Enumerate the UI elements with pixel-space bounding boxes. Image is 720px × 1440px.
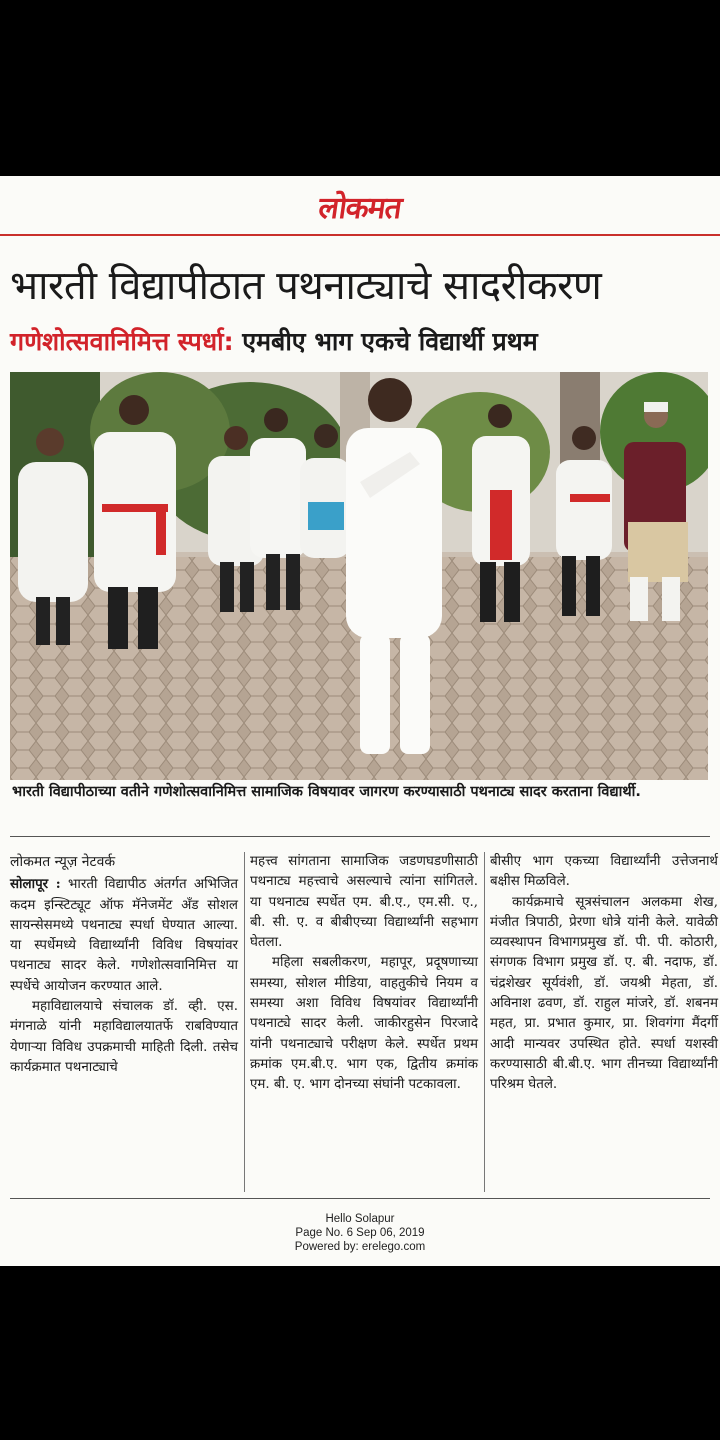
- subhead-lead: गणेशोत्सवानिमित्त स्पर्धा:: [10, 327, 234, 356]
- masthead-rule: [0, 234, 720, 236]
- edition-name: Hello Solapur: [325, 1213, 395, 1225]
- caption-divider: [10, 836, 710, 837]
- page-and-date: Page No. 6 Sep 06, 2019: [295, 1227, 425, 1239]
- article-headline: भारती विद्यापीठात पथनाट्याचे सादरीकरण: [10, 263, 602, 309]
- newspaper-logo: लोकमत: [316, 191, 404, 226]
- column-3-paragraph-2: कार्यक्रमाचे सूत्रसंचालन अलकमा शेख, मंजीत त्रिपाठी, प्रेरणा धोत्रे यांनी केले. यावेळी व्यवस्थापन विभागप्रमुख डॉ. पी. पी. कोठारी, संगणक विभाग प्रमुख डॉ. ए. बी. नदाफ, डॉ. चंद्रशेखर सूर्यवंशी, डॉ. जयश्री मेहता, डॉ. अविनाश ढवण, डॉ. राहुल मांजरे, डॉ. शबनम महत, प्रा. प्रभात कुमार, प्रा. शिवगंगा मैंदर्गी आदी मान्यवर उपस्थित होते. स्पर्धा यशस्वी करण्यासाठी बी.बी.ए. भाग तीनच्या विद्यार्थ्यांनी परिश्रम घेतले.: [490, 894, 718, 1093]
- column-2-paragraph-2: महिला सबलीकरण, महापूर, प्रदूषणाच्या समस्या, सोशल मीडिया, वाहतुकीचे नियम व समस्या अशा विविध विषयांवर विद्यार्थ्यांनी पथनाट्ये सादर केली. जाकीरहुसेन पिरजादे यांनी पथनाट्याचे परीक्षण केले. स्पर्धेत प्रथम क्रमांक एम.बी.ए. भाग एक, द्वितीय क्रमांक एम. बी. ए. भाग दोनच्या संघांनी पटकावला.: [250, 955, 478, 1093]
- article-column-2: [250, 852, 478, 1096]
- column-1-paragraph-1-text: भारती विद्यापीठ अंतर्गत अभिजित कदम इन्स्टिट्यूट ऑफ मॅनेजमेंट अँड सोशल सायन्सेसमध्ये पथनाट्य स्पर्धा घेण्यात आल्या. या स्पर्धेमध्ये विद्यार्थ्यांनी विविध विषयांवर पथनाट्य सादर केले. गणेशोत्सवानिमित्त या स्पर्धेचे आयोजन करण्यात आले.: [10, 877, 238, 994]
- article-column-3: [490, 852, 718, 1096]
- footer-divider: [10, 1198, 710, 1199]
- column-1-paragraph-2: महाविद्यालयाचे संचालक डॉ. व्ही. एस. मंगनाळे यांनी महाविद्यालयातर्फे राबविण्यात येणाऱ्या विविध उपक्रमाची माहिती दिली. तसेच कार्यक्रमात पथनाट्याचे: [10, 999, 238, 1075]
- newspaper-clipping: [0, 176, 720, 1266]
- photo-caption: भारती विद्यापीठाच्या वतीने गणेशोत्सवानिमित्त सामाजिक विषयावर जागरण करण्यासाठी पथनाट्य सादर करताना विद्यार्थी.: [12, 784, 641, 800]
- column-1-paragraph-1: [10, 874, 238, 997]
- powered-by: Powered by: erelego.com: [294, 1241, 426, 1253]
- column-divider: [484, 852, 485, 1192]
- dateline: सोलापूर :: [10, 876, 61, 893]
- column-3-paragraph-1: बीसीए भाग एकच्या विद्यार्थ्यांनी उत्तेजनार्थ बक्षीस मिळविले.: [490, 854, 718, 890]
- article-subhead: [10, 324, 710, 358]
- masthead: [0, 176, 720, 234]
- article-photo: [10, 372, 708, 780]
- footer: [0, 1212, 720, 1254]
- column-2-paragraph-1: महत्त्व सांगताना सामाजिक जडणघडणीसाठी पथनाट्य महत्त्वाचे असल्याचे त्यांना सांगितले. या पथनाट्य स्पर्धेत एम. बी.ए., एम.सी. ए., बी. सी. ए. व बीबीएच्या विद्यार्थ्यांनी सहभाग घेतला.: [250, 854, 478, 951]
- column-divider: [244, 852, 245, 1192]
- byline: लोकमत न्यूज़ नेटवर्क: [10, 854, 116, 870]
- subhead-rest: एमबीए भाग एकचे विद्यार्थी प्रथम: [233, 327, 538, 356]
- article-column-1: [10, 852, 238, 1078]
